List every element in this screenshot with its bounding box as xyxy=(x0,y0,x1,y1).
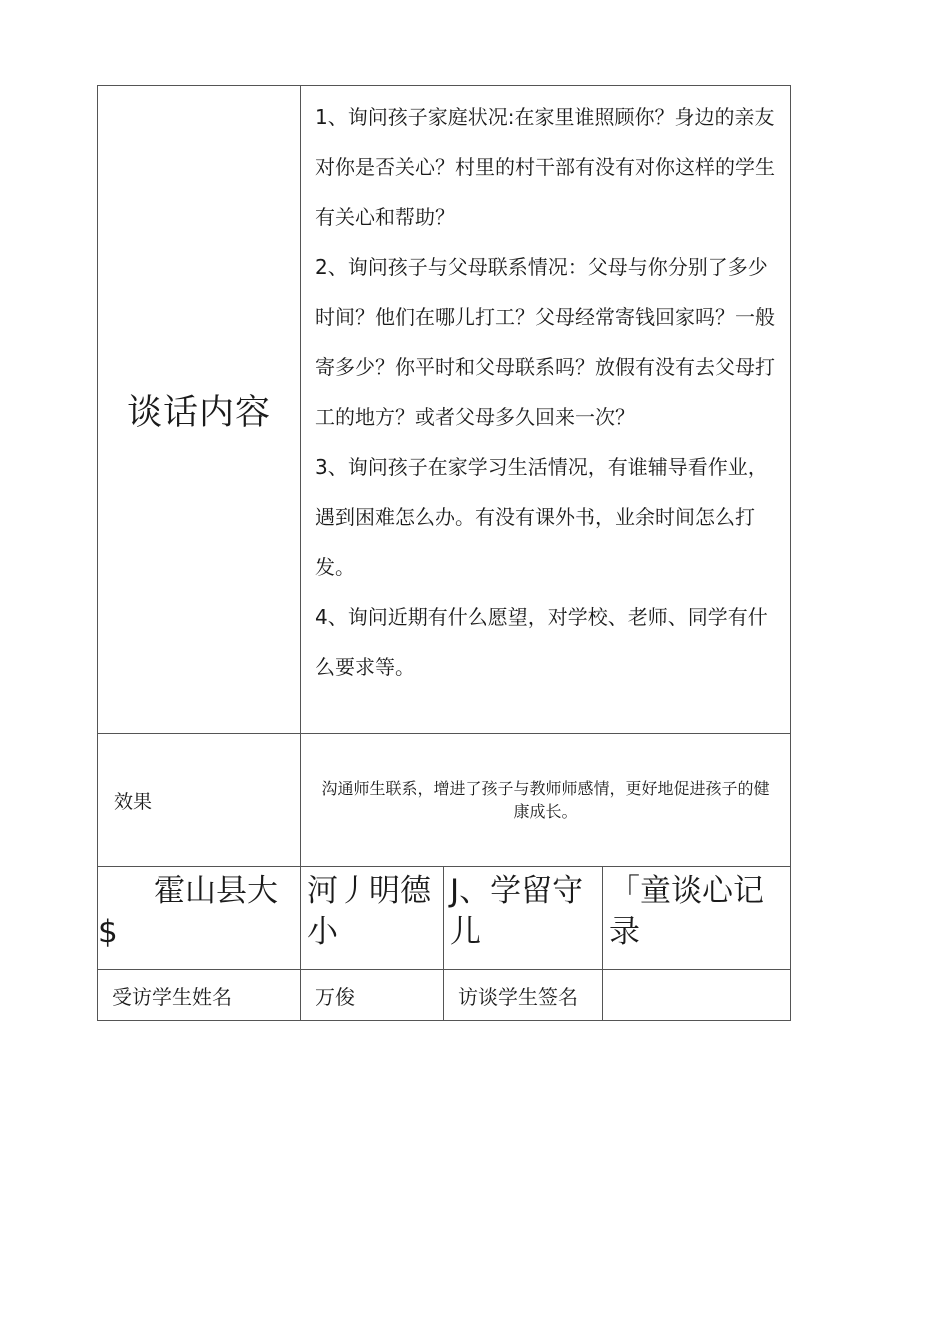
effect-row xyxy=(98,734,791,867)
talk-paragraph-1: 1、询问孩子家庭状况:在家里谁照顾你？身边的亲友对你是否关心？村里的村干部有没有对你这样的学生有关心和帮助？ xyxy=(315,105,775,229)
footer-row xyxy=(98,970,791,1021)
title-part-1 xyxy=(98,867,301,970)
title-row xyxy=(98,867,791,970)
talk-record-table xyxy=(97,85,791,1021)
student-name-value: 万俊 xyxy=(301,970,444,1021)
title-part-1-line-2: $ xyxy=(98,914,118,950)
signature-label: 访谈学生签名 xyxy=(444,970,603,1021)
talk-paragraph-3: 3、询问孩子在家学习生活情况，有谁辅导看作业，遇到困难怎么办。有没有课外书，业余时间怎么打发。 xyxy=(315,455,768,579)
student-name-label: 受访学生姓名 xyxy=(98,970,301,1021)
talk-paragraph-4: 4、询问近期有什么愿望，对学校、老师、同学有什么要求等。 xyxy=(315,605,768,679)
title-part-3: J、学留守儿 xyxy=(444,867,603,970)
signature-field[interactable] xyxy=(603,970,791,1021)
effect-text: 沟通师生联系，增进了孩子与教师师感情，更好地促进孩子的健康成长。 xyxy=(301,734,791,867)
title-part-4: 「童谈心记录 xyxy=(603,867,791,970)
title-part-1-line-1: 霍山县大 xyxy=(154,873,278,909)
talk-paragraph-2: 2、询问孩子与父母联系情况：父母与你分别了多少时间？他们在哪儿打工？父母经常寄钱回家吗？一般寄多少？你平时和父母联系吗？放假有没有去父母打工的地方？或者父母多久回来一次？ xyxy=(315,255,775,429)
title-part-2: 河丿明德小 xyxy=(301,867,444,970)
talk-content-cell xyxy=(301,86,791,734)
effect-label: 效果 xyxy=(98,734,301,867)
talk-content-row xyxy=(98,86,791,734)
talk-content-label: 谈话内容 xyxy=(98,86,301,734)
